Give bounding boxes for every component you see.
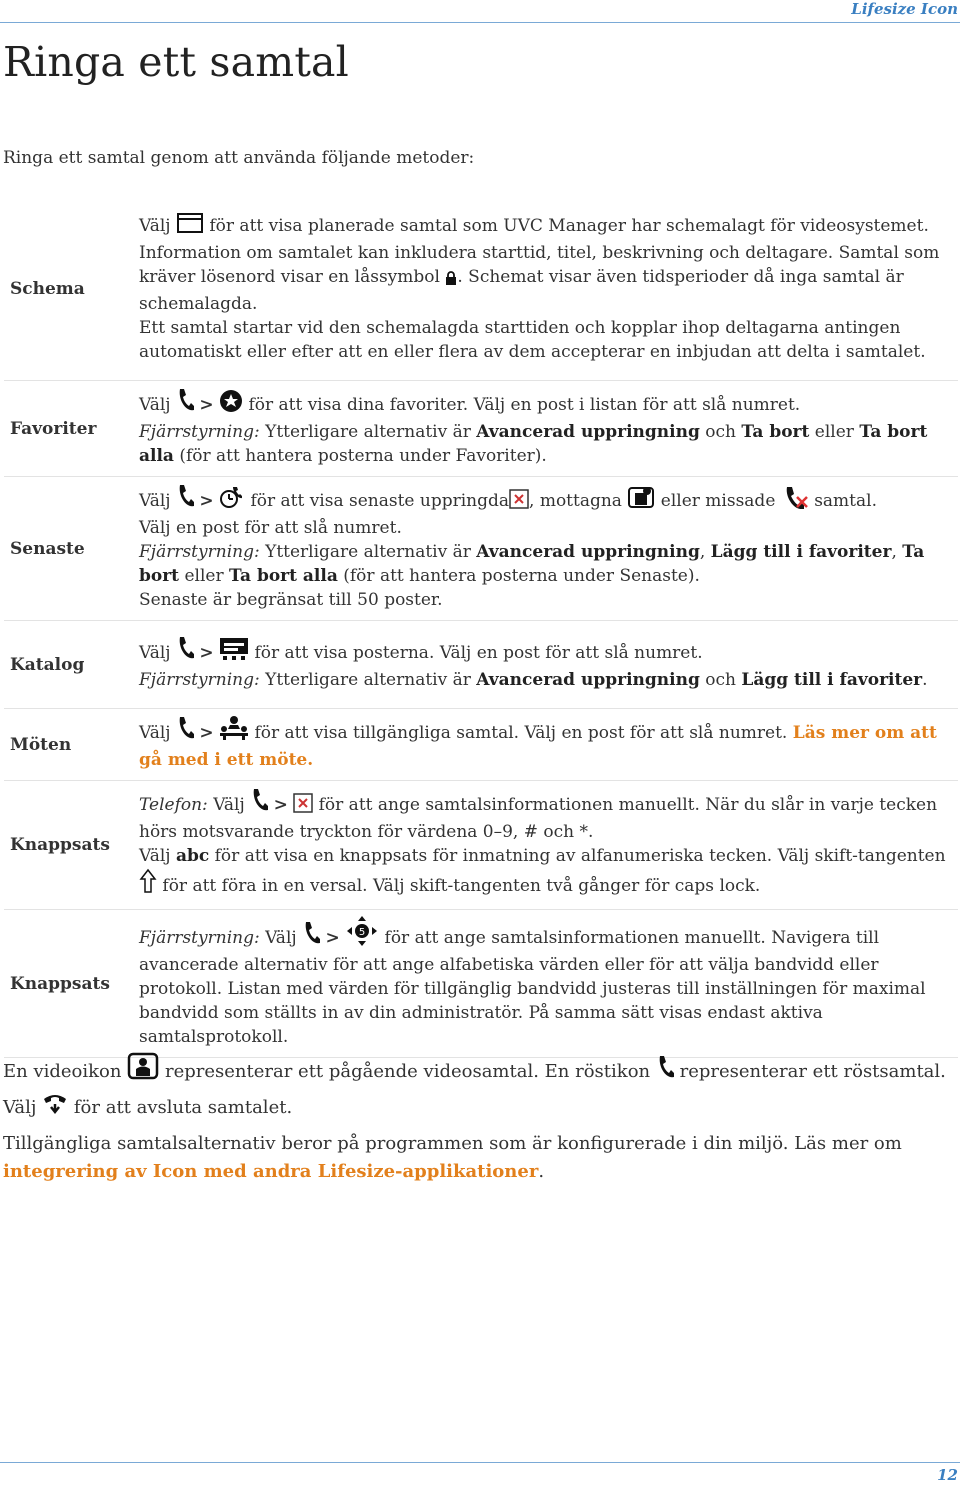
page-number: 12 bbox=[937, 1466, 958, 1484]
text: Välj bbox=[139, 643, 171, 663]
abc-label: abc bbox=[175, 846, 210, 866]
row-label: Möten bbox=[4, 709, 129, 781]
text: Ett samtal startar vid den schemalagda starttiden och kopplar ihop deltagarna antingen automatiskt eller efter att en eller flera av dem accepterar en inbjudan att delta i samtalet. bbox=[139, 317, 926, 362]
text: Välj bbox=[139, 215, 171, 236]
text: eller missade bbox=[660, 491, 776, 511]
row-content bbox=[129, 621, 958, 709]
meeting-icon bbox=[219, 715, 249, 748]
text: för att visa planerade samtal som UVC Manager har schemalagt för videosystemet. Information om samtalet kan inkludera starttid, titel, beskrivning och deltagare. Samtal som kräver lösenord visar en låssymbol bbox=[139, 215, 940, 287]
shift-icon bbox=[139, 868, 157, 901]
svg-text:5: 5 bbox=[358, 927, 366, 938]
text: , mottagna bbox=[529, 491, 622, 511]
clock-icon bbox=[219, 485, 245, 516]
outgoing-call-icon bbox=[509, 489, 529, 516]
phone-label: Telefon: bbox=[139, 795, 208, 815]
row-content bbox=[129, 381, 958, 477]
row-senaste bbox=[4, 477, 958, 621]
text: för att visa posterna. Välj en post för att slå numret. bbox=[254, 643, 703, 663]
row-content bbox=[129, 781, 958, 910]
text: . bbox=[538, 1161, 545, 1182]
text: för att visa dina favoriter. Välj en post i listan för att slå numret. bbox=[248, 395, 801, 415]
call-methods-table bbox=[4, 197, 958, 1058]
call-icons-paragraph bbox=[3, 1052, 953, 1126]
hangup-icon bbox=[42, 1090, 68, 1126]
option-add-favorites: Lägg till i favoriter bbox=[741, 670, 923, 690]
row-content bbox=[129, 910, 958, 1058]
page-title: Ringa ett samtal bbox=[3, 38, 349, 86]
keypad-icon bbox=[293, 793, 313, 820]
text: Välj bbox=[139, 723, 171, 743]
incoming-call-icon bbox=[627, 485, 655, 516]
option-delete: Ta bort bbox=[139, 542, 925, 586]
option-delete-all: Ta bort alla bbox=[228, 566, 338, 586]
separator: , bbox=[699, 542, 706, 562]
separator: > bbox=[199, 643, 214, 663]
phone-icon bbox=[176, 483, 194, 516]
text: eller bbox=[184, 566, 224, 586]
row-label: Katalog bbox=[4, 621, 129, 709]
text: för att ange samtalsinformationen manuellt. Navigera till avancerade alternativ för att ange alfabetiska värden eller för att välja bandvidd eller protokoll. Listan med värden för tillgänglig bandvidd justeras till inställningen för maximal bandvidd som ställts in av din administratör. På samma sätt visas endast aktiva samtalsprotokoll. bbox=[139, 928, 926, 1047]
star-icon bbox=[219, 389, 243, 420]
separator: > bbox=[199, 723, 214, 743]
meeting-link[interactable]: Läs mer om att gå med i ett möte. bbox=[139, 723, 937, 770]
text: Välj bbox=[265, 928, 297, 948]
remote-label: Fjärrstyrning: bbox=[139, 670, 260, 690]
remote-label: Fjärrstyrning: bbox=[139, 928, 260, 948]
text: för att visa tillgängliga samtal. Välj en post för att slå numret. bbox=[254, 723, 788, 743]
row-moten bbox=[4, 709, 958, 781]
directory-icon bbox=[219, 637, 249, 668]
row-katalog bbox=[4, 621, 958, 709]
phone-icon bbox=[250, 787, 268, 820]
text: Välj bbox=[139, 395, 171, 415]
separator: > bbox=[199, 395, 214, 415]
text: En videoikon bbox=[3, 1061, 122, 1082]
row-schema bbox=[4, 197, 958, 381]
text: Välj bbox=[139, 846, 171, 866]
row-content bbox=[129, 477, 958, 621]
text: för att visa senaste uppringda bbox=[250, 491, 510, 511]
row-content bbox=[129, 709, 958, 781]
header-divider bbox=[0, 22, 960, 23]
text: Tillgängliga samtalsalternativ beror på programmen som är konfigurerade i din miljö. Läs mer om bbox=[3, 1133, 902, 1154]
phone-icon bbox=[176, 715, 194, 748]
option-delete-all: Ta bort alla bbox=[139, 422, 928, 466]
option-delete: Ta bort bbox=[741, 422, 810, 442]
text: representerar ett röstsamtal. Välj bbox=[3, 1061, 946, 1118]
row-label: Senaste bbox=[4, 477, 129, 621]
phone-icon bbox=[656, 1054, 674, 1090]
text: . bbox=[922, 670, 928, 690]
text: (för att hantera posterna under Senaste). bbox=[343, 566, 700, 586]
video-call-icon bbox=[127, 1052, 159, 1090]
option-add-favorites: Lägg till i favoriter bbox=[710, 542, 892, 562]
text: samtal. bbox=[814, 491, 877, 511]
option-advanced-dial: Avancerad uppringning bbox=[476, 422, 700, 442]
text: Välj bbox=[213, 795, 245, 815]
row-label: Knappsats bbox=[4, 910, 129, 1058]
option-advanced-dial: Avancerad uppringning bbox=[476, 670, 700, 690]
integration-link[interactable]: integrering av Icon med andra Lifesize-applikationer bbox=[3, 1161, 539, 1182]
separator: > bbox=[273, 795, 288, 815]
text: för att visa en knappsats för inmatning av alfanumeriska tecken. Välj skift-tangenten bbox=[214, 846, 946, 866]
calendar-icon bbox=[176, 212, 204, 241]
navigation-icon bbox=[345, 916, 379, 953]
text: och bbox=[705, 422, 736, 442]
row-knappsats-remote bbox=[4, 910, 958, 1058]
separator: > bbox=[325, 928, 340, 948]
text: Senaste är begränsat till 50 poster. bbox=[139, 590, 443, 610]
text: representerar ett pågående videosamtal. En röstikon bbox=[164, 1061, 651, 1082]
text: för att avsluta samtalet. bbox=[73, 1097, 293, 1118]
row-knappsats-phone bbox=[4, 781, 958, 910]
row-label: Favoriter bbox=[4, 381, 129, 477]
text: eller bbox=[814, 422, 854, 442]
phone-icon bbox=[302, 920, 320, 953]
text: Ytterligare alternativ är bbox=[265, 422, 471, 442]
separator: , bbox=[891, 542, 897, 562]
row-label: Schema bbox=[4, 197, 129, 381]
option-advanced-dial: Avancerad uppringning bbox=[476, 542, 700, 562]
integration-paragraph bbox=[3, 1130, 953, 1186]
text: . Schemat visar även tidsperioder då inga samtal är schemalagda. bbox=[139, 266, 904, 314]
lock-icon bbox=[445, 268, 457, 292]
text: Välj en post för att slå numret. bbox=[139, 518, 402, 538]
separator: > bbox=[199, 491, 214, 511]
text: och bbox=[705, 670, 736, 690]
phone-icon bbox=[176, 387, 194, 420]
remote-label: Fjärrstyrning: bbox=[139, 422, 260, 442]
remote-label: Fjärrstyrning: bbox=[139, 542, 260, 562]
header-product: Lifesize Icon bbox=[851, 0, 958, 18]
missed-call-icon bbox=[781, 483, 809, 516]
text: (för att hantera posterna under Favoriter). bbox=[179, 446, 547, 466]
text: Ytterligare alternativ är bbox=[265, 542, 471, 562]
text: för att föra in en versal. Välj skift-tangenten två gånger för caps lock. bbox=[162, 876, 761, 896]
text: Välj bbox=[139, 491, 171, 511]
row-label: Knappsats bbox=[4, 781, 129, 910]
footer-divider bbox=[0, 1462, 960, 1463]
row-content bbox=[129, 197, 958, 381]
intro-text: Ringa ett samtal genom att använda följande metoder: bbox=[3, 148, 475, 168]
row-favoriter bbox=[4, 381, 958, 477]
text: Ytterligare alternativ är bbox=[265, 670, 471, 690]
phone-icon bbox=[176, 635, 194, 668]
text: för att ange samtalsinformationen manuellt. När du slår in varje tecken hörs motsvarande tryckton för värdena 0–9, # och *. bbox=[139, 795, 938, 842]
